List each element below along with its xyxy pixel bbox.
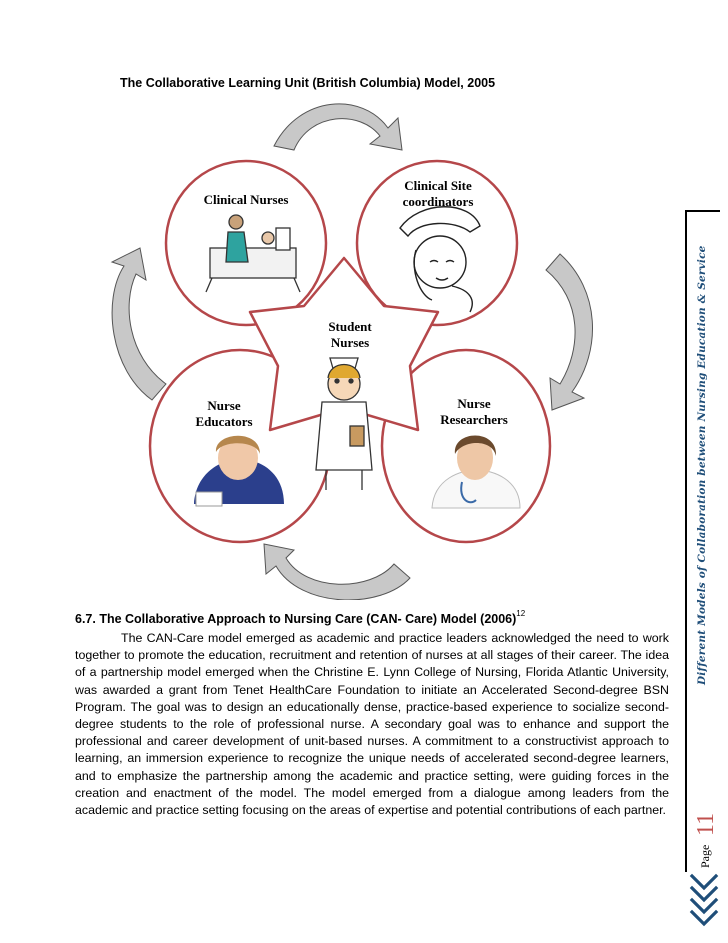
arrow-top [274,104,402,150]
label-clinical-site-coordinators: Clinical Site coordinators [402,178,474,209]
section-heading-text: 6.7. The Collaborative Approach to Nursing Care (CAN- Care) Model (2006) [75,612,517,626]
label-nurse-researchers: Nurse Researchers [440,396,508,427]
footnote-ref: 12 [516,609,526,618]
sidebar-rule [685,210,687,872]
arrow-right [546,254,593,410]
chevron-down-icon [688,870,720,930]
sidebar-rule-top [685,210,720,212]
label-clinical-nurses: Clinical Nurses [203,192,289,207]
figure-title: The Collaborative Learning Unit (British Columbia) Model, 2005 [120,76,496,90]
section-body: The CAN-Care model emerged as academic and practice leaders acknowledged the need to work together to promote the education, recruitment and retention of nurses at all stages of their career. The idea of a partnership model emerged when the Christine E. Lynn College of Nursing, Florida Atlantic University, was awarded a grant from Tenet HealthCare Foundation to initiate an Accelerated Second-degree BSN Program. The goal was to design an educationally dense, practice-based experience to socialize second-degree students to the role of professional nurse. A secondary goal was to enhance and support the professional and career development of unit-based nurses. A commitment to a constructivist approach to learning, an immersion experience to recognize the unique needs of accelerated second-degree learners, and to emphasize the partnership among the academic and practice setting, were guiding forces in the creation and enactment of the model. The model emerged from a dialogue among leaders from the academic and practice setting focusing on the areas of expertise and potential contributions of each partner. [75,631,669,818]
arrow-bottom [264,544,410,600]
running-title: Different Models of Collaboration between Nursing Education & Service [696,245,708,685]
page-number: 11 [693,812,719,836]
arrow-left [112,248,166,400]
label-student-nurses: Student Nurses [328,319,372,350]
label-nurse-educators: Nurse Educators [195,398,253,429]
section-heading [75,609,526,626]
page-label: Page [698,844,712,868]
